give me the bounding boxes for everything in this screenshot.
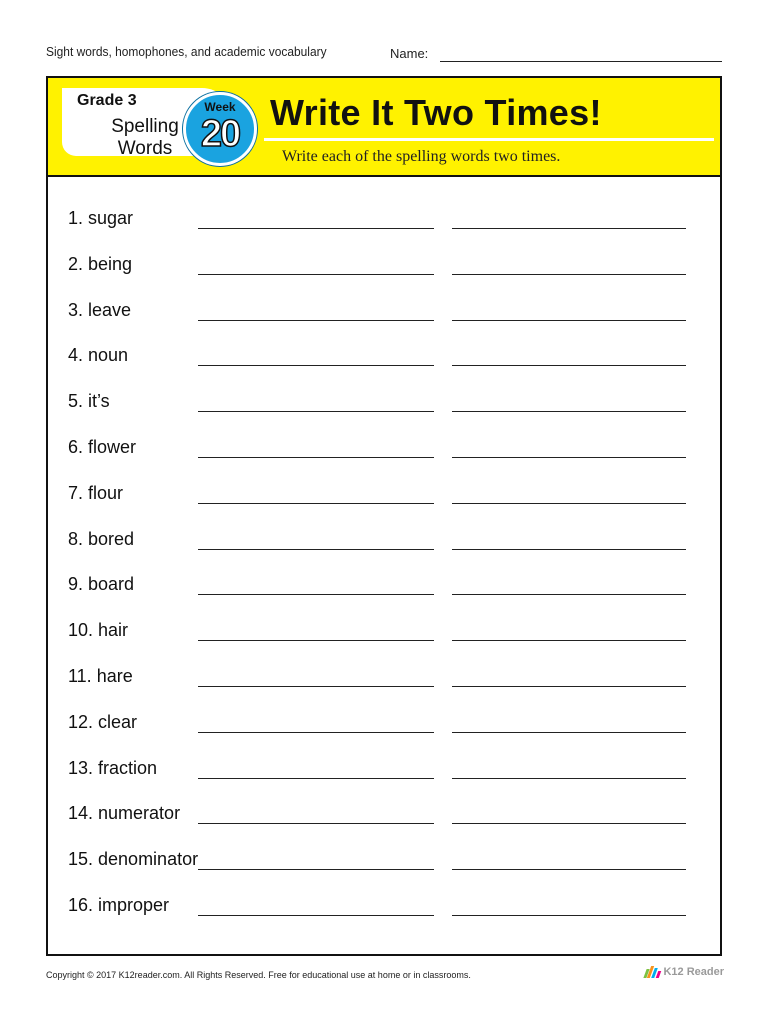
word-list [48,208,720,941]
word-row [48,712,720,758]
write-line-1[interactable] [198,503,434,504]
word-row [48,666,720,712]
spelling-word: 11. hare [68,665,133,686]
word-row [48,300,720,346]
write-line-1[interactable] [198,915,434,916]
write-line-2[interactable] [452,457,686,458]
write-line-1[interactable] [198,457,434,458]
spelling-word: 13. fraction [68,757,158,778]
spelling-label-line2: Words [117,138,173,159]
week-badge [183,92,257,166]
spelling-words-label [100,116,190,160]
write-line-2[interactable] [452,915,686,916]
spelling-word: 3. leave [68,299,132,320]
write-line-2[interactable] [452,228,686,229]
write-line-1[interactable] [198,320,434,321]
worksheet-frame [46,76,722,956]
word-row [48,803,720,849]
k12reader-logo [643,966,724,978]
word-row [48,208,720,254]
word-row [48,391,720,437]
word-row [48,437,720,483]
worksheet-title: Write It Two Times! [270,92,602,133]
write-line-1[interactable] [198,594,434,595]
write-line-2[interactable] [452,320,686,321]
write-line-1[interactable] [198,778,434,779]
spelling-word: 12. clear [68,711,138,732]
spelling-word: 16. improper [68,894,170,915]
worksheet-subtitle: Sight words, homophones, and academic vocabulary [46,44,327,59]
write-line-2[interactable] [452,686,686,687]
spelling-word: 2. being [68,253,133,274]
write-line-2[interactable] [452,594,686,595]
logo-icon [643,966,661,978]
word-row [48,758,720,804]
write-line-1[interactable] [198,823,434,824]
spelling-word: 5. it’s [68,391,110,412]
write-line-2[interactable] [452,640,686,641]
word-row [48,254,720,300]
week-label: Week [204,100,236,114]
word-row [48,620,720,666]
grade-label: Grade 3 [77,92,137,109]
word-row [48,895,720,941]
name-field-line[interactable] [440,61,722,62]
write-line-2[interactable] [452,411,686,412]
write-line-2[interactable] [452,778,686,779]
spelling-label-line1: Spelling [111,116,179,137]
instruction-text: Write each of the spelling words two times. [282,148,561,165]
write-line-1[interactable] [198,732,434,733]
title-banner [48,78,720,177]
write-line-1[interactable] [198,869,434,870]
spelling-word: 14. numerator [68,803,181,824]
write-line-1[interactable] [198,411,434,412]
write-line-2[interactable] [452,549,686,550]
week-number: 20 [200,113,240,155]
title-underline [264,138,714,141]
spelling-word: 4. noun [68,345,129,366]
page-header [46,42,722,70]
write-line-1[interactable] [198,365,434,366]
word-row [48,529,720,575]
write-line-1[interactable] [198,640,434,641]
copyright-notice: Copyright © 2017 K12reader.com. All Rights Reserved. Free for educational use at home or in classrooms. [46,970,471,980]
spelling-word: 15. denominator [68,849,199,870]
spelling-word: 1. sugar [68,208,134,228]
spelling-word: 7. flour [68,482,124,503]
spelling-word: 9. board [68,574,135,595]
word-row [48,345,720,391]
word-row [48,574,720,620]
write-line-2[interactable] [452,365,686,366]
word-row [48,849,720,895]
spelling-word: 6. flower [68,436,137,457]
name-label: Name: [390,46,429,61]
spelling-word: 10. hair [68,620,129,641]
write-line-2[interactable] [452,869,686,870]
write-line-1[interactable] [198,686,434,687]
write-line-2[interactable] [452,732,686,733]
word-row [48,483,720,529]
write-line-1[interactable] [198,228,434,229]
write-line-1[interactable] [198,549,434,550]
write-line-1[interactable] [198,274,434,275]
write-line-2[interactable] [452,503,686,504]
write-line-2[interactable] [452,274,686,275]
write-line-2[interactable] [452,823,686,824]
logo-text: K12 Reader [663,966,724,978]
spelling-word: 8. bored [68,528,135,549]
